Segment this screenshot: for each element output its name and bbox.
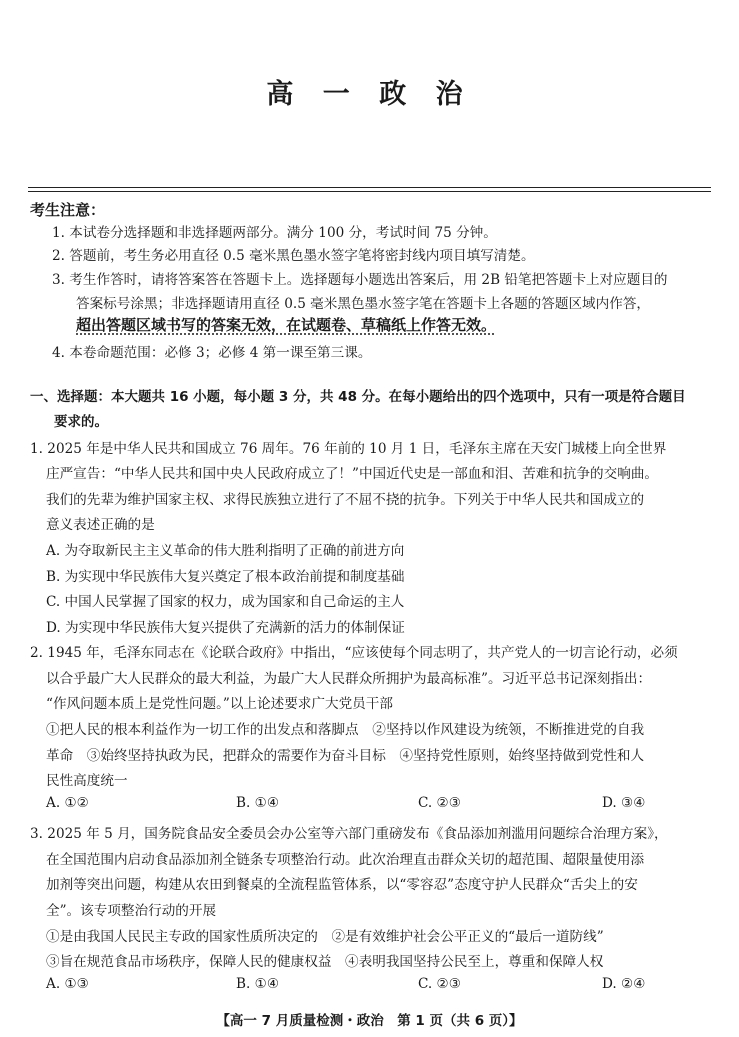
- q1-stem-line-3: 我们的先辈为维护国家主权、求得民族独立进行了不屈不挠的抗争。下列关于中华人民共和国成立的: [46, 492, 645, 508]
- q1-stem-line-4: 意义表述正确的是: [46, 517, 155, 533]
- q2-option-c: C. ②③: [418, 795, 461, 811]
- q2-option-a: A. ①②: [46, 795, 89, 811]
- divider-bottom: [28, 191, 711, 192]
- section-heading-line-2: 要求的。: [54, 414, 108, 430]
- notice-item-4: 4. 本卷命题范围：必修 3；必修 4 第一课至第三课。: [52, 345, 372, 361]
- q1-option-a: A. 为夺取新民主主义革命的伟大胜利指明了正确的前进方向: [46, 543, 405, 559]
- q3-option-d: D. ②④: [602, 976, 646, 992]
- page-footer: 【高一 7 月质量检测・政治 第 1 页（共 6 页）】: [216, 1013, 523, 1029]
- q2-option-b: B. ①④: [236, 795, 280, 811]
- q1-option-c: C. 中国人民掌握了国家的权力，成为国家和自己命运的主人: [46, 594, 405, 610]
- q3-statements-line-2: ③旨在规范食品市场秩序，保障人民的健康权益 ④表明我国坚持公民至上，尊重和保障人权: [46, 954, 604, 970]
- q1-stem-line-2: 庄严宣告：“中华人民共和国中央人民政府成立了！”中国近代史是一部血和泪、苦难和抗争的交响曲。: [46, 466, 659, 482]
- page-title: 高 一 政 治: [266, 79, 473, 110]
- notice-item-3-line-2: 答案标号涂黑；非选择题请用直径 0.5 毫米黑色墨水签字笔在答题卡上各题的答题区域内作答，: [76, 296, 651, 312]
- q2-option-d: D. ③④: [602, 795, 646, 811]
- notice-item-3-emphasis: 超出答题区域书写的答案无效，在试题卷、草稿纸上作答无效。: [76, 316, 497, 334]
- q3-stem-line-3: 加剂等突出问题，构建从农田到餐桌的全流程监管体系，以“零容忍”态度守护人民群众“舌尖上的安: [46, 877, 638, 893]
- q1-option-d: D. 为实现中华民族伟大复兴提供了充满新的活力的体制保证: [46, 620, 405, 636]
- section-heading-line-1: 一、选择题：本大题共 16 小题，每小题 3 分，共 48 分。在每小题给出的四个选项中，只有一项是符合题目: [30, 389, 686, 405]
- q3-statements-line-1: ①是由我国人民民主专政的国家性质所决定的 ②是有效维护社会公平正义的“最后一道防线”: [46, 929, 604, 945]
- q3-stem-line-2: 在全国范围内启动食品添加剂全链条专项整治行动。此次治理直击群众关切的超范围、超限量使用添: [46, 852, 645, 868]
- q3-option-a: A. ①③: [46, 976, 89, 992]
- notice-heading: 考生注意：: [30, 201, 106, 219]
- q2-stem-line-2: 以合乎最广大人民群众的最大利益，为最广大人民群众所拥护为最高标准”。习近平总书记深刻指出：: [46, 671, 652, 687]
- q2-statements-line-3: 民性高度统一: [46, 773, 128, 789]
- notice-item-1: 1. 本试卷分选择题和非选择题两部分。满分 100 分，考试时间 75 分钟。: [52, 225, 497, 241]
- q2-statements-line-1: ①把人民的根本利益作为一切工作的出发点和落脚点 ②坚持以作风建设为统领，不断推进党的自我: [46, 722, 645, 738]
- q3-stem-line-4: 全”。该专项整治行动的开展: [46, 903, 217, 919]
- q1-stem-line-1: 1. 2025 年是中华人民共和国成立 76 周年。76 年前的 10 月 1 日，毛泽东主席在天安门城楼上向全世界: [30, 441, 667, 457]
- divider-top: [28, 187, 711, 188]
- q2-stem-line-3: “作风问题本质上是党性问题。”以上论述要求广大党员干部: [46, 696, 393, 712]
- q3-stem-line-1: 3. 2025 年 5 月，国务院食品安全委员会办公室等六部门重磅发布《食品添加剂滥用问题综合治理方案》，: [30, 826, 668, 842]
- q3-option-b: B. ①④: [236, 976, 280, 992]
- q2-statements-line-2: 革命 ③始终坚持执政为民，把群众的需要作为奋斗目标 ④坚持党性原则，始终坚持做到党性和人: [46, 748, 645, 764]
- notice-item-3-line-1: 3. 考生作答时，请将答案答在答题卡上。选择题每小题选出答案后，用 2B 铅笔把答题卡上对应题目的: [52, 272, 668, 288]
- q1-option-b: B. 为实现中华民族伟大复兴奠定了根本政治前提和制度基础: [46, 569, 405, 585]
- q3-option-c: C. ②③: [418, 976, 461, 992]
- notice-item-2: 2. 答题前，考生务必用直径 0.5 毫米黑色墨水签字笔将密封线内项目填写清楚。: [52, 248, 535, 264]
- q2-stem-line-1: 2. 1945 年，毛泽东同志在《论联合政府》中指出，“应该使每个同志明了，共产党人的一切言论行动，必须: [30, 645, 678, 661]
